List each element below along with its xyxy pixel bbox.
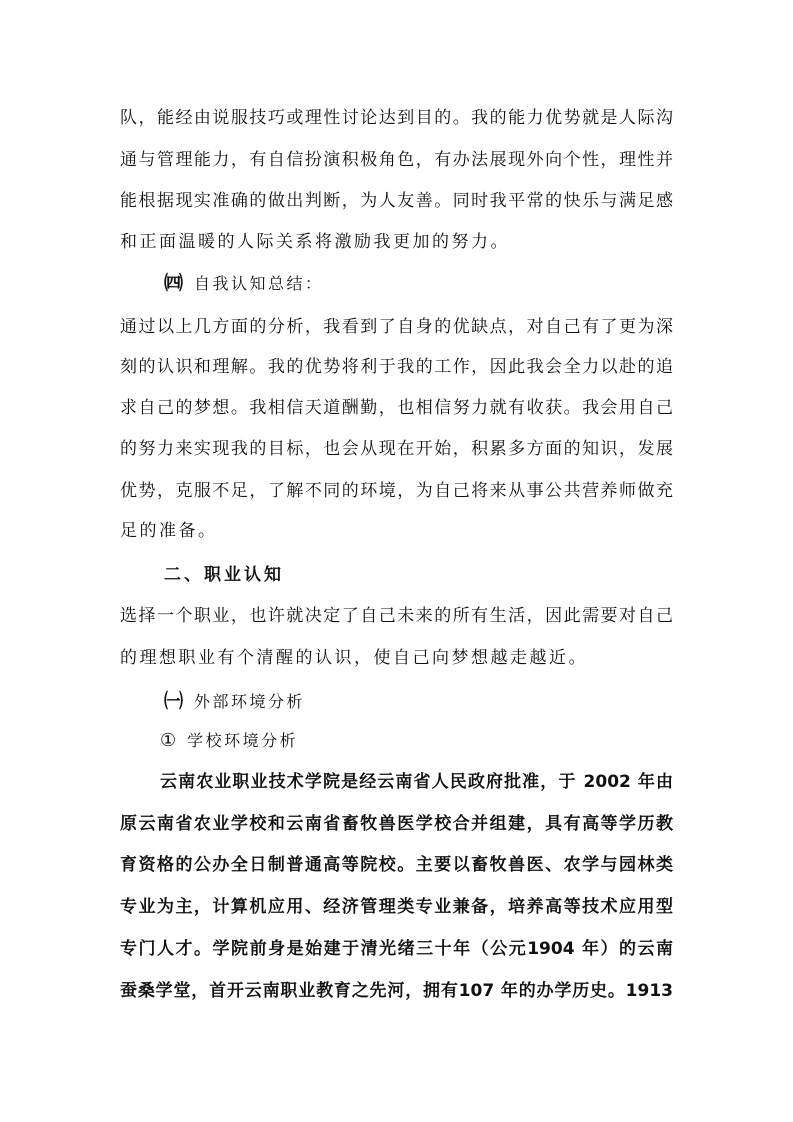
section-title: 自我认知总结： xyxy=(194,274,324,293)
paragraph-line: 能根据现实准确的做出判断，为人友善。同时我平常的快乐与满足感 xyxy=(120,191,673,211)
paragraph-line: 的理想职业有个清醒的认识，使自己向梦想越走越近。 xyxy=(120,648,588,668)
paragraph-line: 求自己的梦想。我相信天道酬勤，也相信努力就有收获。我会用自己 xyxy=(120,398,673,418)
paragraph-line: 蚕桑学堂，首开云南职业教育之先河，拥有107 年的办学历史。1913 xyxy=(120,981,673,1001)
section-number: ㈠ xyxy=(164,690,185,712)
paragraph-line: 的努力来实现我的目标，也会从现在开始，积累多方面的知识，发展 xyxy=(120,439,673,459)
section-heading-4 xyxy=(164,270,324,296)
subsection-heading xyxy=(160,728,298,754)
paragraph-line: 队，能经由说服技巧或理性讨论达到目的。我的能力优势就是人际沟 xyxy=(120,108,673,128)
chapter-heading: 二、职业认知 xyxy=(164,565,284,585)
paragraph-line: 和正面温暖的人际关系将激励我更加的努力。 xyxy=(120,232,510,252)
paragraph-line: 刻的认识和理解。我的优势将利于我的工作，因此我会全力以赴的追 xyxy=(120,357,673,377)
section-title: 外部环境分析 xyxy=(194,692,306,711)
section-heading-1 xyxy=(164,688,305,714)
subsection-number: ① xyxy=(160,730,178,751)
paragraph-line: 专业为主，计算机应用、经济管理类专业兼备，培养高等技术应用型 xyxy=(120,897,673,917)
paragraph-line: 选择一个职业，也许就决定了自己未来的所有生活，因此需要对自己 xyxy=(120,606,673,626)
paragraph-line: 专门人才。学院前身是始建于清光绪三十年（公元1904 年）的云南 xyxy=(120,939,673,959)
paragraph-line: 育资格的公办全日制普通高等院校。主要以畜牧兽医、农学与园林类 xyxy=(120,855,673,875)
paragraph-line: 原云南省农业学校和云南省畜牧兽医学校合并组建，具有高等学历教 xyxy=(120,814,673,834)
subsection-title: 学校环境分析 xyxy=(187,731,299,750)
paragraph-line: 足的准备。 xyxy=(120,521,218,541)
paragraph-line: 云南农业职业技术学院是经云南省人民政府批准，于 2002 年由 xyxy=(160,772,673,792)
paragraph-line: 优势，克服不足，了解不同的环境，为自己将来从事公共营养师做充 xyxy=(120,481,673,501)
paragraph-line: 通过以上几方面的分析，我看到了自身的优缺点，对自己有了更为深 xyxy=(120,317,673,337)
paragraph-line: 通与管理能力，有自信扮演积极角色，有办法展现外向个性，理性并 xyxy=(120,150,673,170)
section-number: ㈣ xyxy=(164,272,185,294)
